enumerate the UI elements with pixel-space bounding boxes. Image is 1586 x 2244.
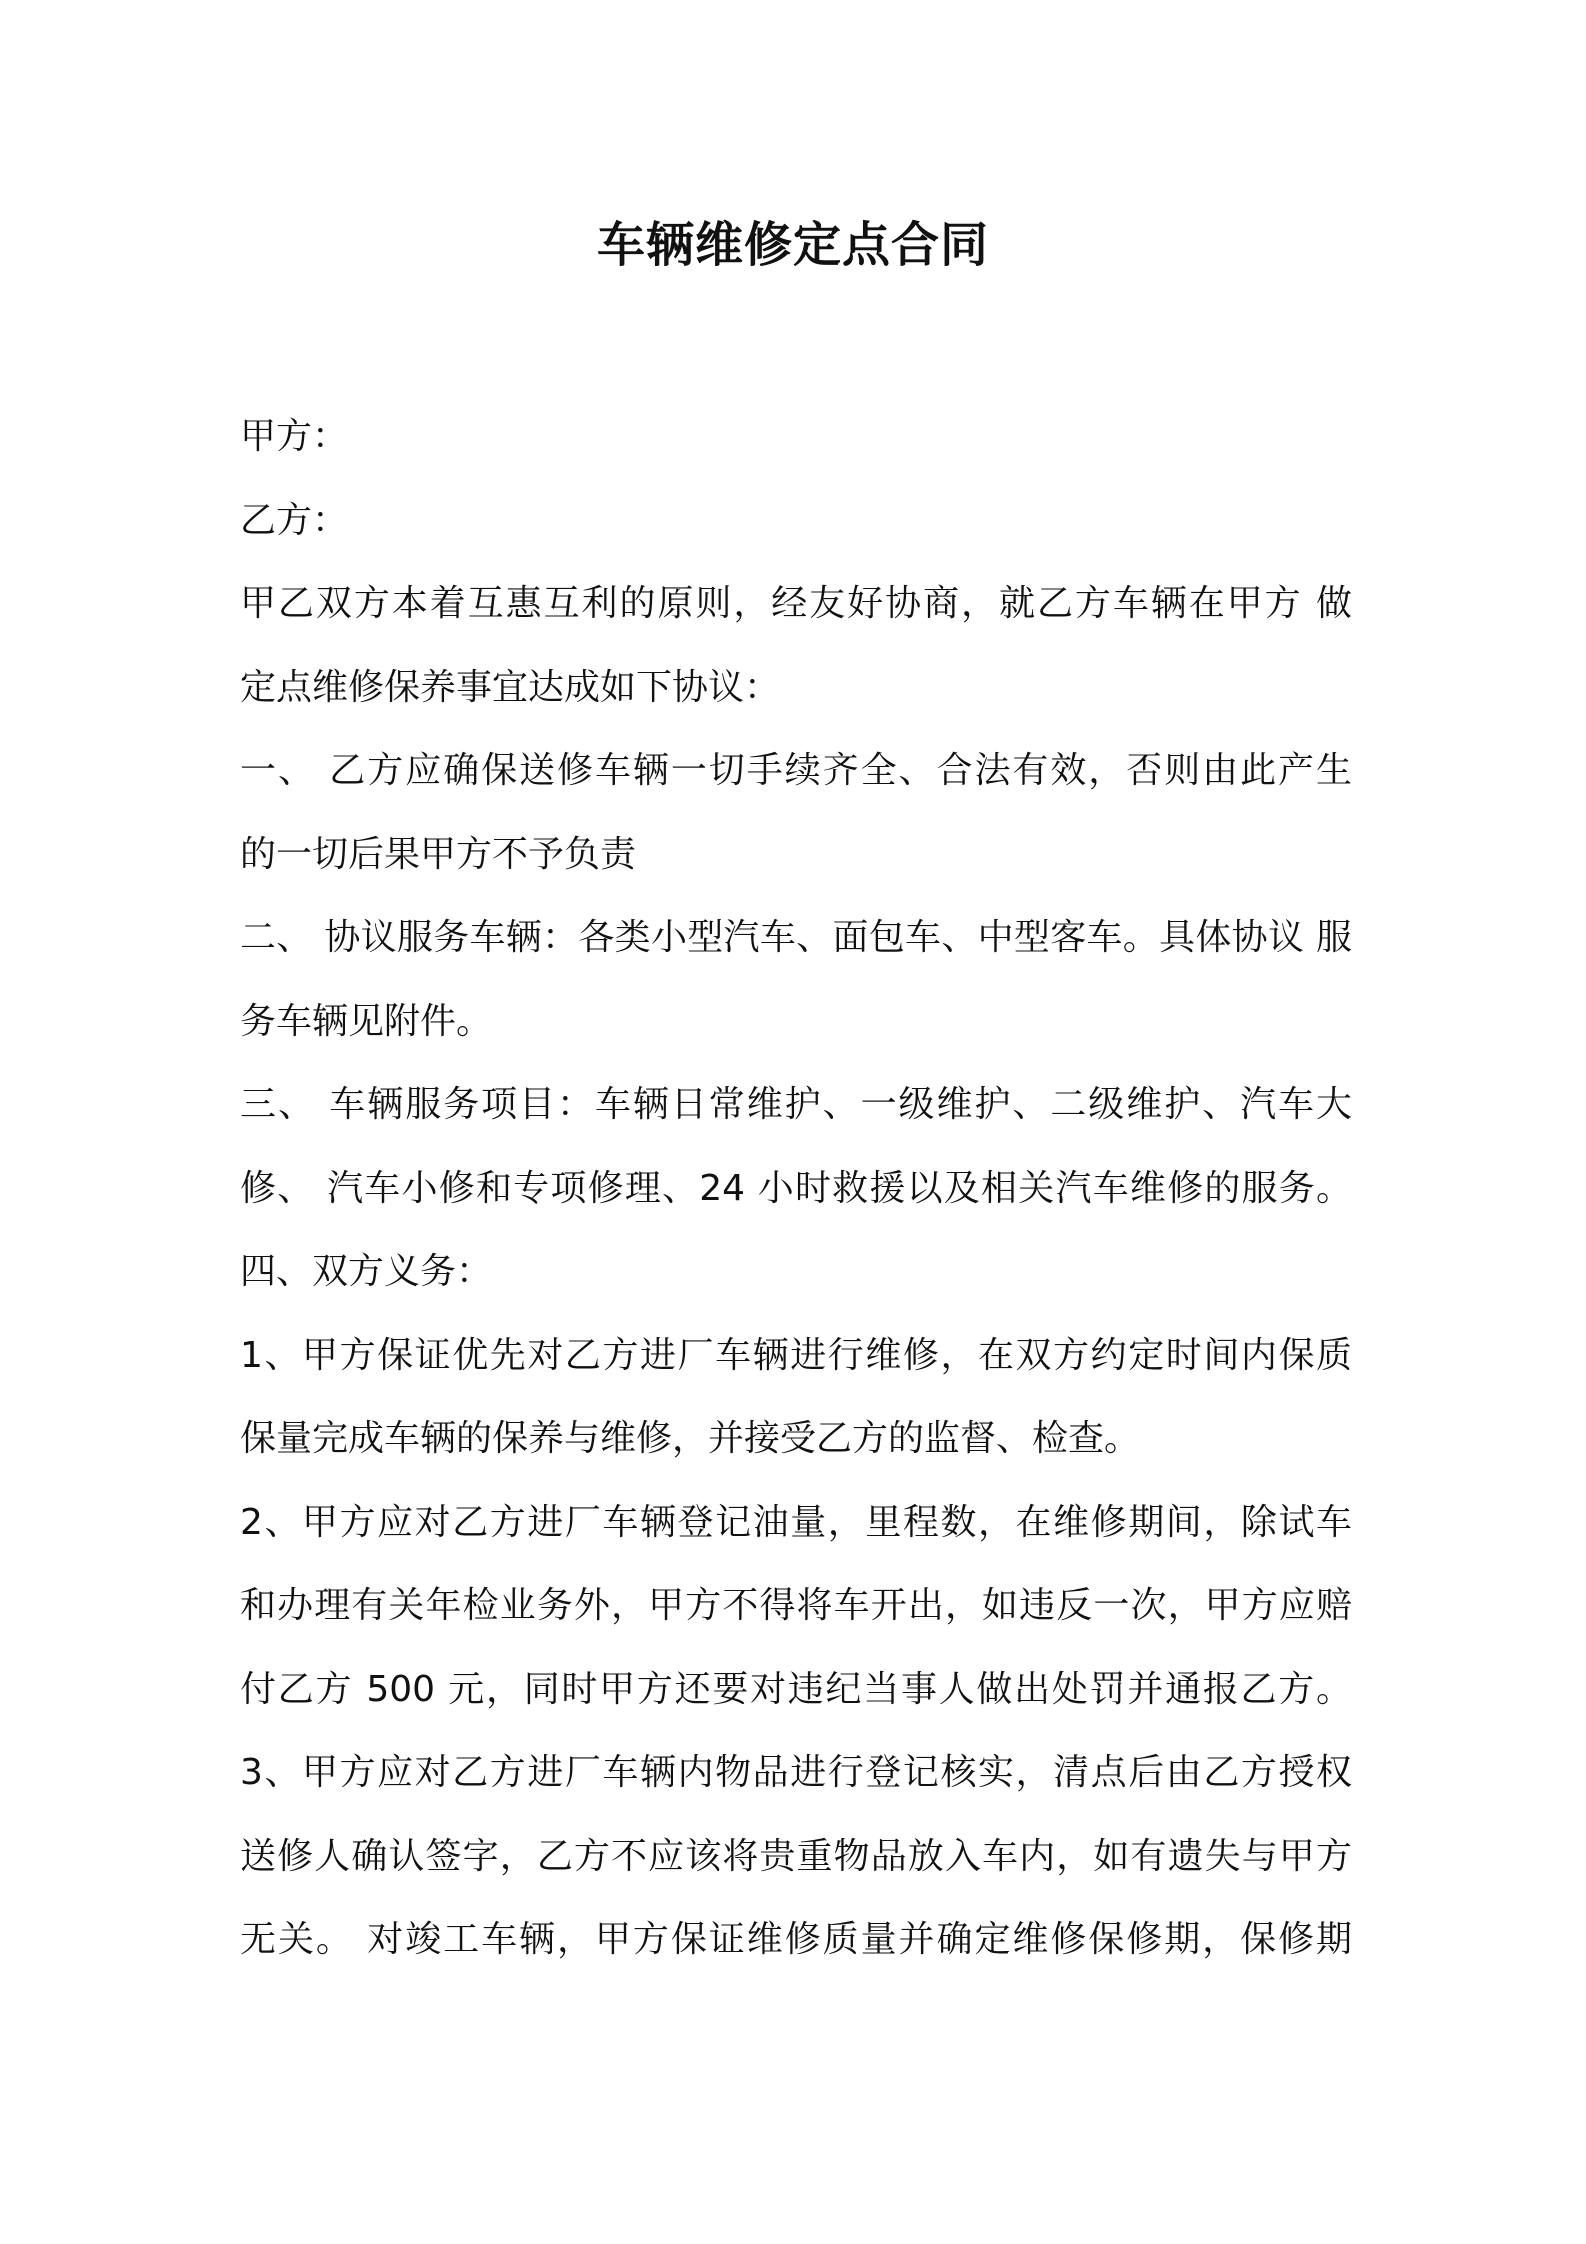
clause-1-line-2: 的一切后果甲方不予负责	[240, 833, 637, 875]
clause-1-line-1: 一、 乙方应确保送修车辆一切手续齐全、合法有效，否则由此产生	[240, 750, 1352, 791]
obligation-1-line-2: 保量完成车辆的保养与维修，并接受乙方的监督、检查。	[240, 1418, 1141, 1459]
party-b-line: 乙方：	[240, 499, 349, 541]
clause-3-line-2: 修、 汽车小修和专项修理、24 小时救援以及相关汽车维修的服务。	[240, 1167, 1352, 1209]
document-body	[240, 395, 1352, 1982]
clause-3-line-1: 三、 车辆服务项目：车辆日常维护、一级维护、二级维护、汽车大	[240, 1084, 1352, 1125]
obligation-1-line-1: 1、甲方保证优先对乙方进厂车辆进行维修，在双方约定时间内保质	[240, 1334, 1352, 1376]
obligation-3-line-1: 3、甲方应对乙方进厂车辆内物品进行登记核实，清点后由乙方授权	[240, 1752, 1352, 1793]
obligation-2-line-2: 和办理有关年检业务外，甲方不得将车开出，如违反一次，甲方应赔	[240, 1585, 1352, 1626]
party-a-line: 甲方：	[240, 416, 349, 457]
obligation-3-line-2: 送修人确认签字，乙方不应该将贵重物品放入车内，如有遗失与甲方	[240, 1835, 1352, 1877]
preamble-line-2: 定点维修保养事宜达成如下协议：	[240, 666, 781, 708]
preamble-line-1: 甲乙双方本着互惠互利的原则，经友好协商，就乙方车辆在甲方 做	[240, 583, 1352, 624]
clause-4-heading: 四、双方义务：	[240, 1251, 493, 1292]
document-title: 车辆维修定点合同	[596, 217, 989, 273]
obligation-2-line-1: 2、甲方应对乙方进厂车辆登记油量，里程数，在维修期间，除试车	[240, 1501, 1352, 1543]
clause-2-line-1: 二、 协议服务车辆：各类小型汽车、面包车、中型客车。具体协议 服	[240, 917, 1352, 958]
obligation-3-line-3: 无关。 对竣工车辆，甲方保证维修质量并确定维修保修期，保修期	[240, 1919, 1352, 1960]
clause-2-line-2: 务车辆见附件。	[240, 1000, 493, 1042]
obligation-2-line-3: 付乙方 500 元，同时甲方还要对违纪当事人做出处罚并通报乙方。	[240, 1668, 1352, 1710]
